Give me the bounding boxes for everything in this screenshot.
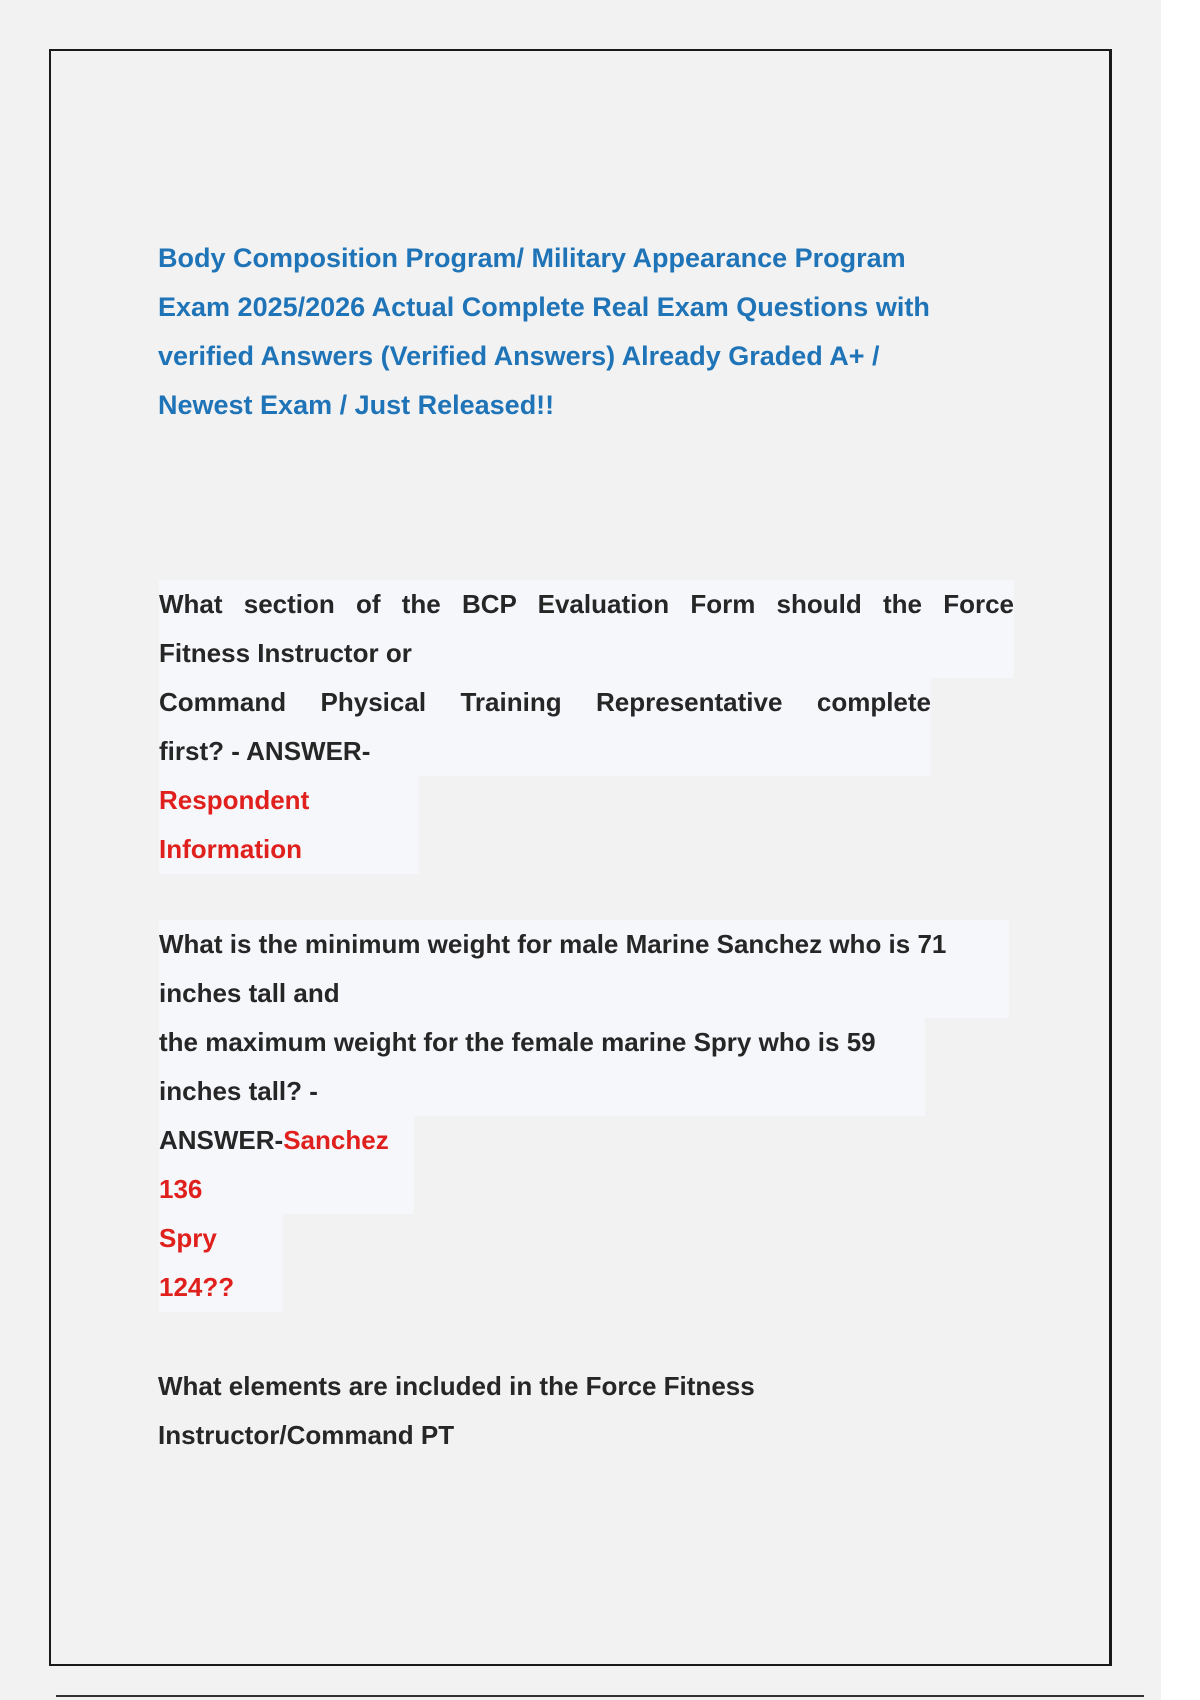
question-1-text-b <box>159 678 931 776</box>
answer-prefix: ANSWER- <box>159 1125 284 1155</box>
title-line: verified Answers (Verified Answers) Already Graded A+ / <box>158 341 880 371</box>
answer-1 <box>159 776 419 874</box>
question-text-line: Command Physical Training Representative complete <box>159 687 931 717</box>
title-line: Exam 2025/2026 Actual Complete Real Exam Questions with <box>158 292 930 322</box>
question-text-line: Fitness Instructor or <box>159 638 412 668</box>
question-2-text-b <box>159 1018 925 1116</box>
answer-line: 136 <box>159 1174 203 1204</box>
title-line: Newest Exam / Just Released!! <box>158 390 555 420</box>
question-2 <box>159 920 1009 1312</box>
title-line: Body Composition Program/ Military Appearance Program <box>158 243 906 273</box>
question-1 <box>159 580 1014 874</box>
answer-line <box>159 1116 414 1165</box>
bottom-rule <box>56 1695 1144 1697</box>
question-text-line: first? - ANSWER- <box>159 736 371 766</box>
question-2-text-a <box>159 920 1009 1018</box>
answer-line: Respondent <box>159 785 310 815</box>
question-3 <box>158 1362 958 1460</box>
answer-line: Information <box>159 834 302 864</box>
question-text-line: the maximum weight for the female marine Spry who is 59 <box>159 1027 876 1057</box>
question-text-line: inches tall? - <box>159 1076 318 1106</box>
question-text-line: What is the minimum weight for male Marine Sanchez who is 71 <box>159 929 947 959</box>
right-gutter <box>1161 0 1200 1700</box>
question-text-line: Instructor/Command PT <box>158 1420 455 1450</box>
answer-line: 124?? <box>159 1272 235 1302</box>
question-text-line: What section of the BCP Evaluation Form should the Force <box>159 589 1014 619</box>
answer-line: Spry <box>159 1223 217 1253</box>
question-text-line: What elements are included in the Force Fitness <box>158 1371 755 1401</box>
answer-2-head <box>159 1116 414 1214</box>
answer-value: Sanchez <box>283 1125 389 1155</box>
question-1-text-a <box>159 580 1014 678</box>
document-title <box>158 234 978 430</box>
answer-2-tail <box>159 1214 283 1312</box>
question-text-line: inches tall and <box>159 978 340 1008</box>
